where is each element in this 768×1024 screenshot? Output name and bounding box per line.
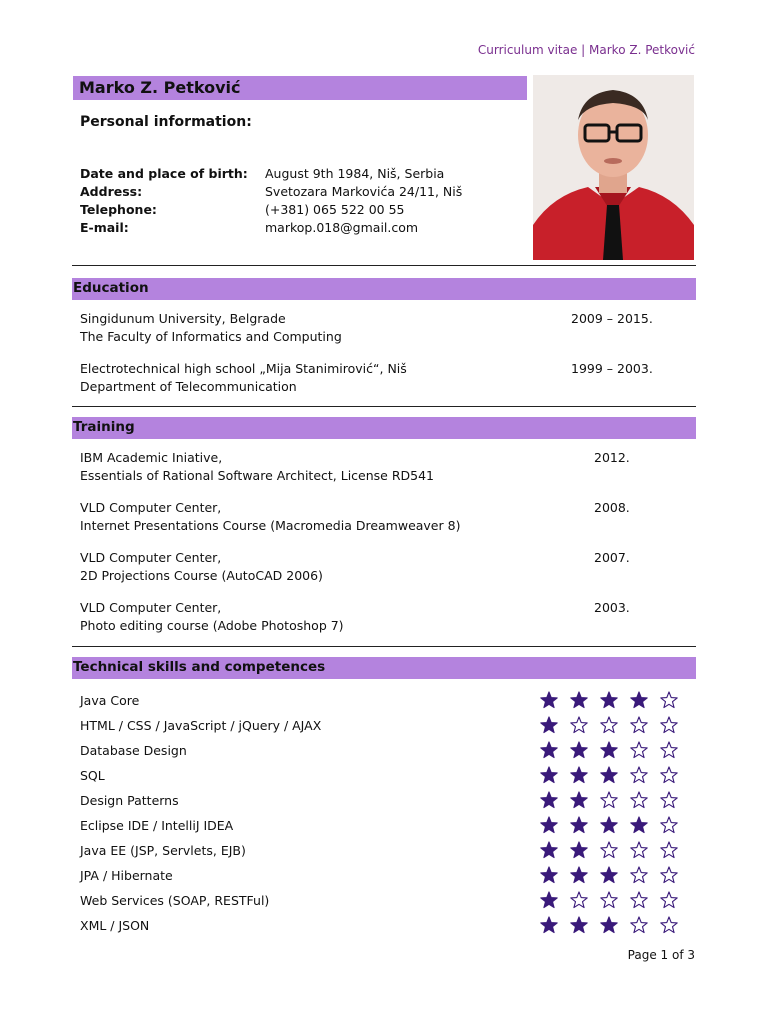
star-filled-icon	[600, 866, 618, 884]
personal-info-heading: Personal information:	[80, 114, 252, 130]
skill-name: Design Patterns	[80, 793, 179, 808]
training-entry	[80, 549, 660, 585]
personal-row-address	[80, 184, 500, 202]
personal-label: Address:	[80, 184, 143, 199]
star-empty-icon	[600, 716, 618, 734]
skill-rating	[540, 716, 690, 736]
star-filled-icon	[570, 791, 588, 809]
star-filled-icon	[570, 866, 588, 884]
skill-rating	[540, 791, 690, 811]
star-filled-icon	[570, 916, 588, 934]
star-empty-icon	[630, 916, 648, 934]
skill-name: Java EE (JSP, Servlets, EJB)	[80, 843, 246, 858]
star-filled-icon	[540, 791, 558, 809]
star-empty-icon	[630, 716, 648, 734]
skill-rating	[540, 841, 690, 861]
email-link[interactable]: markop.018@gmail.com	[265, 220, 419, 235]
personal-row-email	[80, 220, 500, 238]
skill-rating	[540, 816, 690, 836]
skill-name: SQL	[80, 768, 105, 783]
education-section-header	[72, 278, 696, 300]
star-empty-icon	[630, 866, 648, 884]
star-filled-icon	[540, 691, 558, 709]
star-empty-icon	[630, 891, 648, 909]
profile-photo	[533, 75, 694, 260]
star-filled-icon	[570, 841, 588, 859]
skill-row	[80, 766, 690, 786]
skill-name: XML / JSON	[80, 918, 150, 933]
course-name: Internet Presentations Course (Macromedia Dreamweaver 8)	[80, 518, 461, 533]
portrait-illustration	[533, 75, 694, 260]
skill-rating	[540, 691, 690, 711]
star-filled-icon	[570, 766, 588, 784]
star-filled-icon	[600, 916, 618, 934]
education-entry	[80, 310, 660, 346]
divider	[72, 646, 696, 647]
skill-rating	[540, 766, 690, 786]
star-empty-icon	[600, 841, 618, 859]
institution-name: Singidunum University, Belgrade	[80, 311, 286, 326]
personal-value: (+381) 065 522 00 55	[265, 202, 405, 217]
provider-name: VLD Computer Center,	[80, 600, 222, 615]
star-empty-icon	[570, 716, 588, 734]
training-entry	[80, 499, 660, 535]
star-empty-icon	[600, 891, 618, 909]
star-empty-icon	[660, 716, 678, 734]
star-empty-icon	[660, 866, 678, 884]
full-name: Marko Z. Petković	[79, 78, 241, 97]
skill-row	[80, 866, 690, 886]
skill-rating	[540, 916, 690, 936]
star-empty-icon	[660, 891, 678, 909]
personal-value: Svetozara Markovića 24/11, Niš	[265, 184, 463, 199]
personal-label: E-mail:	[80, 220, 129, 235]
faculty-name: The Faculty of Informatics and Computing	[80, 329, 342, 344]
faculty-name: Department of Telecommunication	[80, 379, 297, 394]
skill-row	[80, 841, 690, 861]
personal-label: Telephone:	[80, 202, 157, 217]
star-filled-icon	[540, 866, 558, 884]
skill-row	[80, 791, 690, 811]
star-empty-icon	[630, 791, 648, 809]
skill-name: Database Design	[80, 743, 187, 758]
divider	[72, 406, 696, 407]
skill-row	[80, 916, 690, 936]
personal-label: Date and place of birth:	[80, 166, 248, 181]
provider-name: IBM Academic Iniative,	[80, 450, 223, 465]
training-section-header	[72, 417, 696, 439]
years: 2009 – 2015.	[571, 311, 653, 326]
skill-name: Web Services (SOAP, RESTFul)	[80, 893, 270, 908]
star-filled-icon	[540, 891, 558, 909]
star-filled-icon	[570, 816, 588, 834]
personal-row-birth	[80, 166, 500, 184]
star-filled-icon	[540, 741, 558, 759]
education-entry	[80, 360, 660, 396]
skill-rating	[540, 866, 690, 886]
section-title: Training	[73, 419, 135, 435]
skill-rating	[540, 891, 690, 911]
course-name: Essentials of Rational Software Architect, License RD541	[80, 468, 435, 483]
name-banner	[73, 76, 527, 100]
divider	[72, 265, 696, 266]
personal-row-telephone	[80, 202, 500, 220]
year: 2008.	[594, 500, 630, 515]
year: 2012.	[594, 450, 630, 465]
star-filled-icon	[540, 841, 558, 859]
star-empty-icon	[660, 916, 678, 934]
star-empty-icon	[570, 891, 588, 909]
star-empty-icon	[660, 816, 678, 834]
section-title: Education	[73, 280, 149, 296]
skills-section-header	[72, 657, 696, 679]
training-entry	[80, 599, 660, 635]
course-name: Photo editing course (Adobe Photoshop 7)	[80, 618, 344, 633]
star-filled-icon	[540, 816, 558, 834]
skill-name: JPA / Hibernate	[80, 868, 173, 883]
skill-row	[80, 716, 690, 736]
provider-name: VLD Computer Center,	[80, 550, 222, 565]
page-number: Page 1 of 3	[627, 948, 695, 962]
star-empty-icon	[630, 741, 648, 759]
star-empty-icon	[660, 841, 678, 859]
training-entry	[80, 449, 660, 485]
skill-row	[80, 741, 690, 761]
star-filled-icon	[570, 691, 588, 709]
course-name: 2D Projections Course (AutoCAD 2006)	[80, 568, 323, 583]
star-filled-icon	[630, 816, 648, 834]
star-filled-icon	[600, 691, 618, 709]
star-empty-icon	[660, 741, 678, 759]
skill-name: HTML / CSS / JavaScript / jQuery / AJAX	[80, 718, 322, 733]
institution-name: Electrotechnical high school „Mija Stanimirović“, Niš	[80, 361, 407, 376]
provider-name: VLD Computer Center,	[80, 500, 222, 515]
star-empty-icon	[660, 791, 678, 809]
star-empty-icon	[600, 791, 618, 809]
star-empty-icon	[630, 841, 648, 859]
skill-name: Eclipse IDE / IntelliJ IDEA	[80, 818, 234, 833]
section-title: Technical skills and competences	[73, 659, 326, 675]
star-filled-icon	[540, 716, 558, 734]
star-filled-icon	[600, 766, 618, 784]
star-empty-icon	[660, 691, 678, 709]
star-filled-icon	[630, 691, 648, 709]
skill-row	[80, 691, 690, 711]
personal-value: August 9th 1984, Niš, Serbia	[265, 166, 445, 181]
star-empty-icon	[630, 766, 648, 784]
star-empty-icon	[660, 766, 678, 784]
skill-rating	[540, 741, 690, 761]
running-header: Curriculum vitae | Marko Z. Petković	[477, 43, 695, 57]
star-filled-icon	[600, 741, 618, 759]
year: 2003.	[594, 600, 630, 615]
skill-row	[80, 891, 690, 911]
skill-name: Java Core	[80, 693, 140, 708]
skill-row	[80, 816, 690, 836]
star-filled-icon	[600, 816, 618, 834]
year: 2007.	[594, 550, 630, 565]
star-filled-icon	[540, 916, 558, 934]
star-filled-icon	[570, 741, 588, 759]
years: 1999 – 2003.	[571, 361, 653, 376]
star-filled-icon	[540, 766, 558, 784]
